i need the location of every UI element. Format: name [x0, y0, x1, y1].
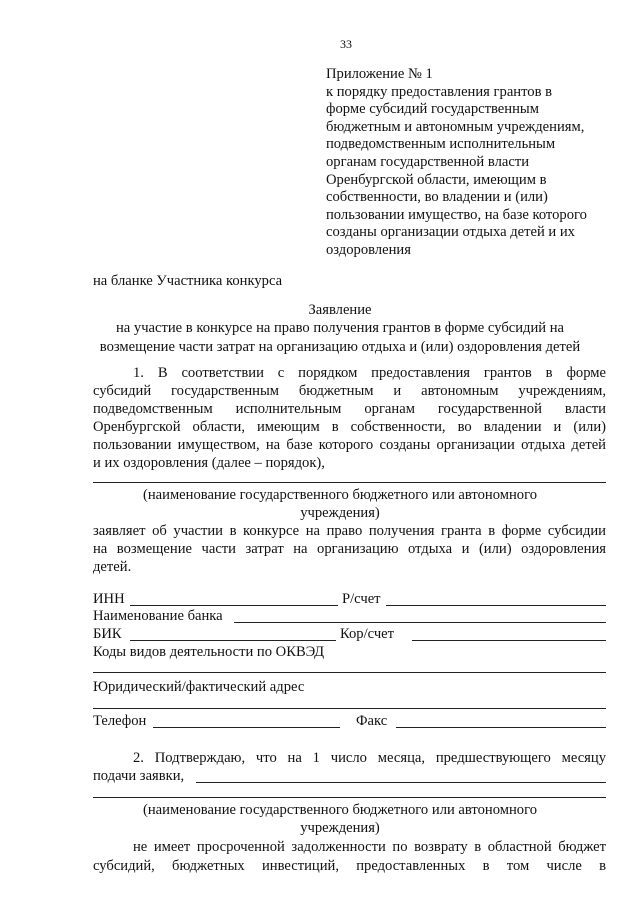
paragraph1-line: Оренбургской области, имеющим в собственности, во владении и (или): [93, 419, 606, 435]
bank-name-field[interactable]: [234, 622, 606, 623]
paragraph1-line: и их оздоровления (далее – порядок),: [93, 455, 325, 471]
statement-title: Заявление: [308, 302, 372, 318]
declaration-line: заявляет об участии в конкурсе на право получения гранта в форме субсидии: [93, 523, 606, 539]
phone-label: Телефон: [93, 713, 147, 729]
appendix-line: форме субсидий государственным: [326, 101, 539, 118]
continuation-line: не имеет просроченной задолженности по возврату в областной бюджет: [133, 839, 606, 855]
appendix-header: [326, 66, 626, 260]
address-field[interactable]: [93, 708, 606, 709]
paragraph2-line: 2. Подтверждаю, что на 1 число месяца, предшествующего месяцу: [133, 750, 606, 766]
declaration-line: на возмещение части затрат на организацию отдыха и (или) оздоровления: [93, 541, 606, 557]
institution-name-line-1[interactable]: [93, 482, 606, 483]
okved-field[interactable]: [93, 672, 606, 673]
appendix-line: собственности, во владении и (или): [326, 189, 548, 206]
paragraph1-line: подведомственным исполнительным органам государственной власти: [93, 401, 606, 417]
paragraph1-line: 1. В соответствии с порядком предоставления грантов в форме: [133, 365, 606, 381]
fax-label: Факс: [356, 713, 388, 729]
bank-name-label: Наименование банка: [93, 608, 223, 624]
letterhead-note: на бланке Участника конкурса: [93, 273, 283, 289]
appendix-line: Приложение № 1: [326, 66, 433, 82]
appendix-line: органам государственной власти: [326, 153, 530, 170]
inn-field[interactable]: [130, 605, 338, 606]
corr-account-label: Кор/счет: [340, 626, 395, 642]
paragraph1-line: пользовании имуществом, на базе которого созданы организации отдыха детей: [93, 437, 606, 453]
institution-caption: учреждения): [300, 505, 380, 521]
fax-field[interactable]: [396, 727, 606, 728]
appendix-line: бюджетным и автономным учреждениям,: [326, 118, 585, 135]
declaration-line: детей.: [93, 559, 132, 575]
statement-subtitle-line: возмещение части затрат на организацию отдыха и (или) оздоровления детей: [99, 339, 581, 355]
appendix-line: Оренбургской области, имеющим в: [326, 171, 547, 188]
account-label: Р/счет: [342, 591, 381, 607]
appendix-line: к порядку предоставления грантов в: [326, 83, 553, 100]
institution-caption: (наименование государственного бюджетного или автономного: [142, 487, 538, 503]
page-number: 33: [340, 37, 352, 51]
statement-subtitle-line: на участие в конкурсе на право получения грантов в форме субсидий на: [115, 320, 565, 336]
appendix-line: пользовании имущество, на базе которого: [326, 206, 587, 223]
bik-label: БИК: [93, 626, 122, 642]
institution-caption: учреждения): [300, 820, 380, 836]
inn-label: ИНН: [93, 591, 125, 607]
submission-field[interactable]: [196, 782, 606, 783]
okved-label: Коды видов деятельности по ОКВЭД: [93, 644, 325, 660]
account-field[interactable]: [386, 605, 606, 606]
appendix-line: подведомственным исполнительным: [326, 136, 556, 153]
paragraph2-line: подачи заявки,: [93, 768, 185, 784]
appendix-line: оздоровления: [326, 241, 411, 258]
appendix-line: созданы организации отдыха детей и их: [326, 224, 575, 241]
address-label: Юридический/фактический адрес: [93, 679, 305, 695]
institution-name-line-2[interactable]: [93, 797, 606, 798]
continuation-line: субсидий, бюджетных инвестиций, предоставленных в том числе в: [93, 858, 606, 874]
paragraph1-line: субсидий государственным бюджетным и автономным учреждениям,: [93, 383, 606, 399]
institution-caption: (наименование государственного бюджетного или автономного: [142, 802, 538, 818]
bik-field[interactable]: [130, 640, 336, 641]
phone-field[interactable]: [153, 727, 340, 728]
corr-account-field[interactable]: [412, 640, 606, 641]
